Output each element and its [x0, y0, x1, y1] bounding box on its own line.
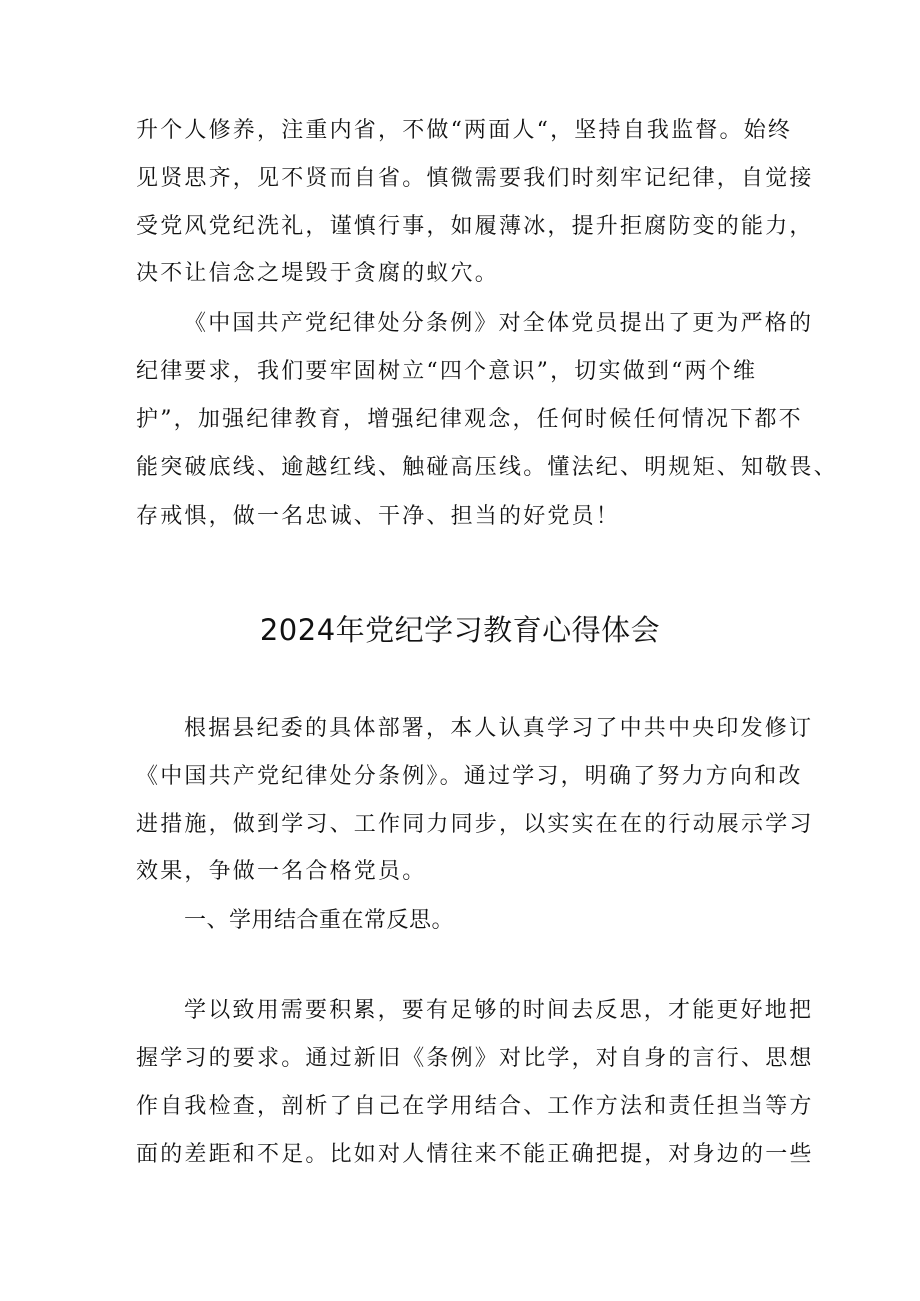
- section-heading: 一、学用结合重在常反思。: [184, 908, 455, 933]
- paragraph-line: 根据县纪委的具体部署，本人认真学习了中共中央印发修订: [184, 716, 814, 741]
- paragraph-line: 学以致用需要积累，要有足够的时间去反思，才能更好地把: [184, 998, 814, 1023]
- document-title: 2024年党纪学习教育心得体会: [259, 613, 661, 647]
- paragraph-line: 受党风党纪洗礼，谨慎行事，如履薄冰，提升拒腐防变的能力，: [136, 214, 814, 239]
- paragraph-line: 作自我检查，剖析了自己在学用结合、工作方法和责任担当等方: [136, 1094, 814, 1119]
- paragraph-line: 决不让信念之堤毁于贪腐的蚁穴。: [136, 261, 500, 286]
- paragraph-line: 进措施，做到学习、工作同力同步，以实实在在的行动展示学习: [136, 812, 814, 837]
- paragraph-line: 升个人修养，注重内省，不做“两面人“，坚持自我监督。始终: [136, 118, 793, 143]
- paragraph-line: 面的差距和不足。比如对人情往来不能正确把提，对身边的一些: [136, 1142, 814, 1167]
- paragraph-line: 《中国共产党纪律处分条例》对全体党员提出了更为严格的: [184, 311, 814, 336]
- paragraph-line: 效果，争做一名合格党员。: [136, 859, 427, 884]
- paragraph-line: 《中国共产党纪律处分条例》。通过学习，明确了努力方向和改: [136, 764, 803, 789]
- paragraph-line: 能突破底线、逾越红线、触碰高压线。懂法纪、明规矩、知敬畏、: [136, 455, 838, 480]
- paragraph-line: 纪律要求，我们要牢固树立“四个意识”，切实做到“两个维: [136, 359, 758, 384]
- paragraph-line: 见贤思齐，见不贤而自省。慎微需要我们时刻牢记纪律，自觉接: [136, 166, 814, 191]
- paragraph-line: 握学习的要求。通过新旧《条例》对比学，对自身的言行、思想: [136, 1046, 814, 1071]
- paragraph-line: 护”，加强纪律教育，增强纪律观念，任何时候任何情况下都不: [136, 407, 803, 432]
- paragraph-line: 存戒惧，做一名忠诚、干净、担当的好党员！: [136, 504, 621, 529]
